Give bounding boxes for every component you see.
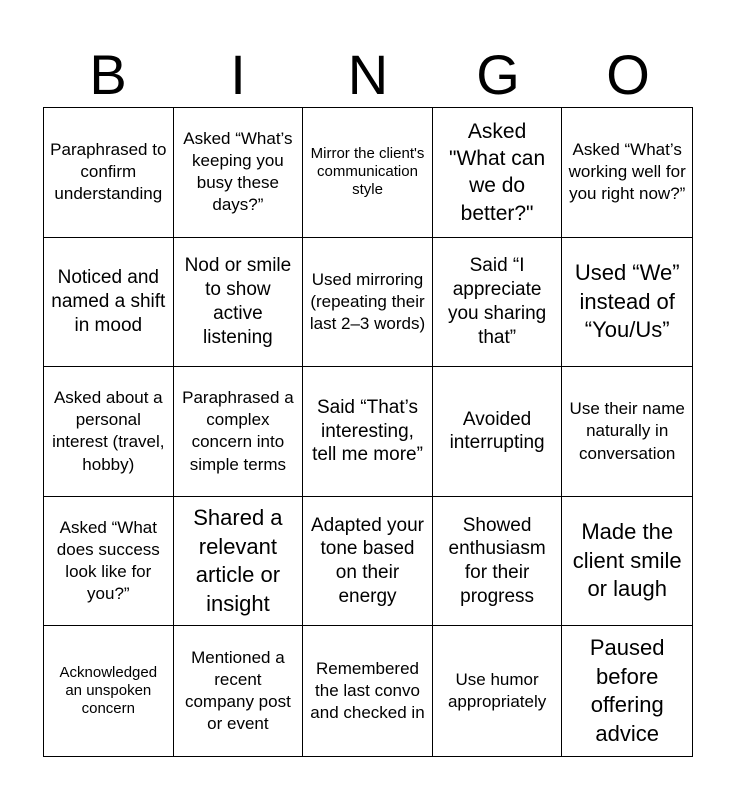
header-letter-n: N: [347, 43, 389, 106]
bingo-cell-r3-c1[interactable]: [44, 367, 174, 497]
cell-text: Paraphrased a complex concern into simple terms: [182, 388, 294, 474]
cell-text: Adapted your tone based on their energy: [310, 514, 424, 607]
bingo-cell-r2-c4[interactable]: [433, 238, 563, 368]
bingo-cell-r2-c5[interactable]: [562, 238, 692, 368]
bingo-cell-r3-c3[interactable]: [303, 367, 433, 497]
bingo-cell-r3-c2[interactable]: [174, 367, 304, 497]
header-letter-g: G: [476, 43, 520, 106]
cell-text: Said “That’s interesting, tell me more”: [312, 396, 423, 466]
cell-text: Showed enthusiasm for their progress: [448, 514, 546, 607]
bingo-cell-r5-c5[interactable]: [562, 626, 692, 756]
cell-text: Asked about a personal interest (travel, hobby): [52, 388, 165, 474]
bingo-cell-r1-c4[interactable]: [433, 108, 563, 238]
cell-text: Said “I appreciate you sharing that”: [447, 255, 547, 348]
bingo-cell-r3-c4[interactable]: [433, 367, 563, 497]
cell-text: Paraphrased to confirm understanding: [50, 140, 167, 204]
bingo-cell-r2-c2[interactable]: [174, 238, 304, 368]
bingo-cell-r4-c4[interactable]: [433, 497, 563, 627]
bingo-cell-r2-c1[interactable]: [44, 238, 174, 368]
bingo-cell-r3-c5[interactable]: [562, 367, 692, 497]
bingo-cell-r5-c4[interactable]: [433, 626, 563, 756]
cell-text: Asked "What can we do better?": [449, 119, 546, 225]
cell-text: Avoided interrupting: [449, 408, 545, 454]
cell-text: Mirror the client's communication style: [310, 145, 425, 199]
bingo-cell-r1-c2[interactable]: [174, 108, 304, 238]
bingo-cell-r1-c1[interactable]: [44, 108, 174, 238]
bingo-cell-r4-c2[interactable]: [174, 497, 304, 627]
cell-text: Use their name naturally in conversation: [569, 399, 685, 463]
cell-text: Used mirroring (repeating their last 2–3 words): [309, 269, 426, 333]
bingo-cell-r4-c3[interactable]: [303, 497, 433, 627]
bingo-cell-r5-c2[interactable]: [174, 626, 304, 756]
header-letter-i: I: [230, 43, 246, 106]
cell-text: Asked “What’s keeping you busy these days?”: [183, 129, 293, 215]
cell-text: Paused before offering advice: [589, 635, 665, 746]
bingo-cell-r1-c5[interactable]: [562, 108, 692, 238]
bingo-cell-r4-c1[interactable]: [44, 497, 174, 627]
cell-text: Used “We” instead of “You/Us”: [574, 260, 680, 343]
header-letter-o: O: [606, 43, 650, 106]
bingo-cell-r4-c5[interactable]: [562, 497, 692, 627]
bingo-cell-r5-c3[interactable]: [303, 626, 433, 756]
bingo-cell-r5-c1[interactable]: [44, 626, 174, 756]
header-letter-b: B: [89, 43, 127, 106]
cell-text: Asked “What does success look like for you?”: [56, 517, 160, 604]
cell-text: Acknowledged an unspoken concern: [59, 664, 158, 718]
cell-text: Use humor appropriately: [447, 670, 547, 712]
cell-text: Noticed and named a shift in mood: [51, 267, 166, 336]
cell-text: Made the client smile or laugh: [572, 519, 682, 602]
cell-text: Shared a relevant article or insight: [193, 504, 283, 616]
bingo-cell-r2-c3[interactable]: [303, 238, 433, 368]
bingo-board: [43, 107, 693, 757]
bingo-cell-r1-c3[interactable]: [303, 108, 433, 238]
cell-text: Asked “What’s working well for you right now?”: [568, 140, 686, 204]
cell-text: Mentioned a recent company post or event: [184, 648, 291, 734]
cell-text: Nod or smile to show active listening: [184, 255, 292, 348]
cell-text: Remembered the last convo and checked in: [310, 659, 425, 723]
bingo-header: [43, 44, 693, 106]
